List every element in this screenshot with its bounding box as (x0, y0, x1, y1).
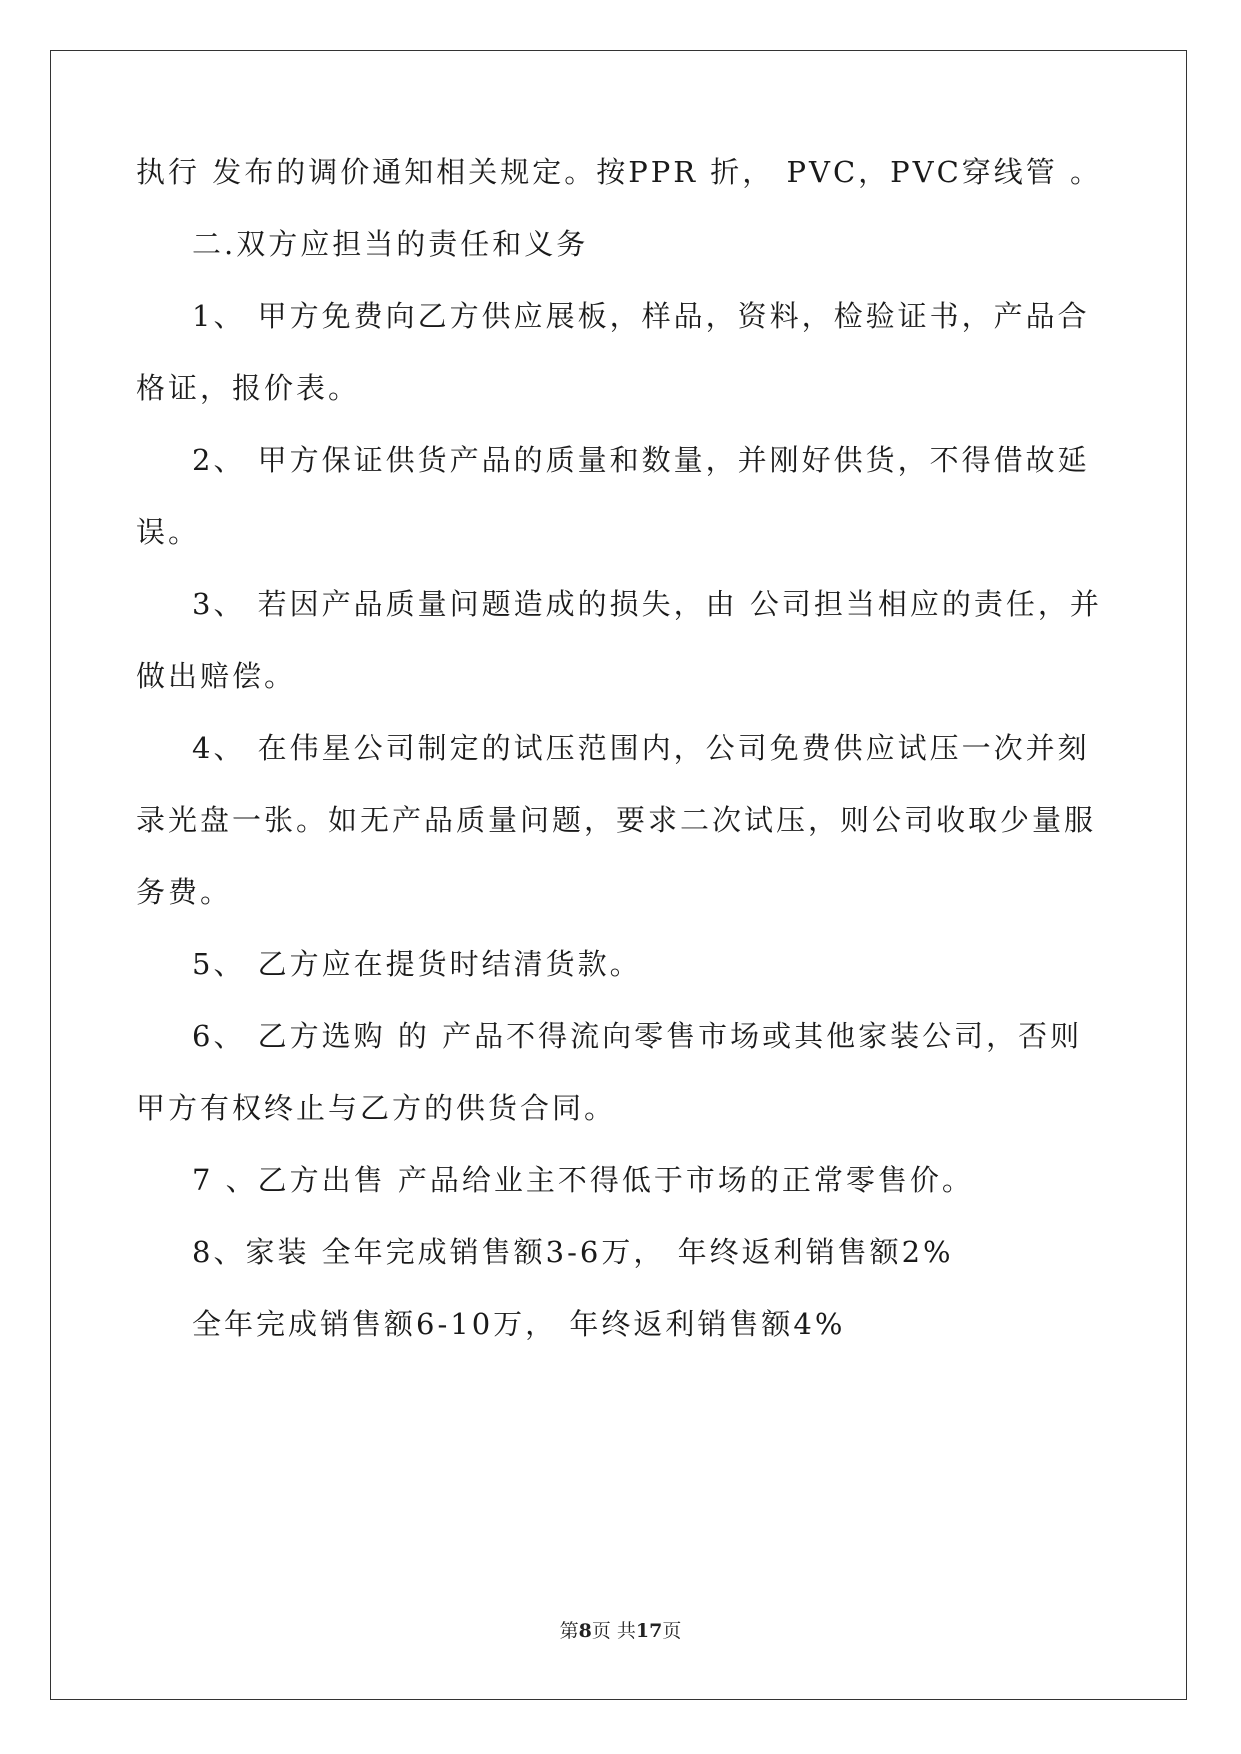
footer-suffix: 页 (662, 1620, 682, 1642)
page-footer (0, 1619, 1241, 1643)
footer-prefix: 第 (559, 1620, 579, 1642)
text-line: 执行 发布的调价通知相关规定。按PPR 折， PVC，PVC穿线管 。 (136, 155, 1103, 189)
text-line: 3、 若因产品质量问题造成的损失，由 公司担当相应的责任，并 (192, 587, 1102, 621)
text-line: 务费。 (136, 875, 233, 909)
text-line: 7 、乙方出售 产品给业主不得低于市场的正常零售价。 (192, 1163, 974, 1197)
text-line: 录光盘一张。如无产品质量问题，要求二次试压，则公司收取少量服 (136, 803, 1097, 837)
text-line: 甲方有权终止与乙方的供货合同。 (136, 1091, 617, 1125)
text-line: 4、 在伟星公司制定的试压范围内，公司免费供应试压一次并刻 (192, 731, 1090, 765)
section-heading: 二.双方应担当的责任和义务 (192, 227, 589, 261)
text-line: 6、 乙方选购 的 产品不得流向零售市场或其他家装公司，否则 (192, 1019, 1083, 1053)
text-line: 全年完成销售额6-10万， 年终返利销售额4% (192, 1307, 846, 1341)
text-line: 做出赔偿。 (136, 659, 297, 693)
text-line: 5、 乙方应在提货时结清货款。 (192, 947, 642, 981)
text-line: 1、 甲方免费向乙方供应展板，样品，资料，检验证书，产品合 (192, 299, 1090, 333)
footer-middle: 页 共 (591, 1620, 636, 1642)
text-line: 误。 (136, 515, 201, 549)
text-line: 2、 甲方保证供货产品的质量和数量，并刚好供货，不得借故延 (192, 443, 1090, 477)
text-line: 8、家装 全年完成销售额3-6万， 年终返利销售额2% (192, 1235, 954, 1269)
text-line: 格证，报价表。 (136, 371, 361, 405)
total-pages-number: 17 (635, 1620, 663, 1642)
current-page-number: 8 (578, 1620, 592, 1642)
